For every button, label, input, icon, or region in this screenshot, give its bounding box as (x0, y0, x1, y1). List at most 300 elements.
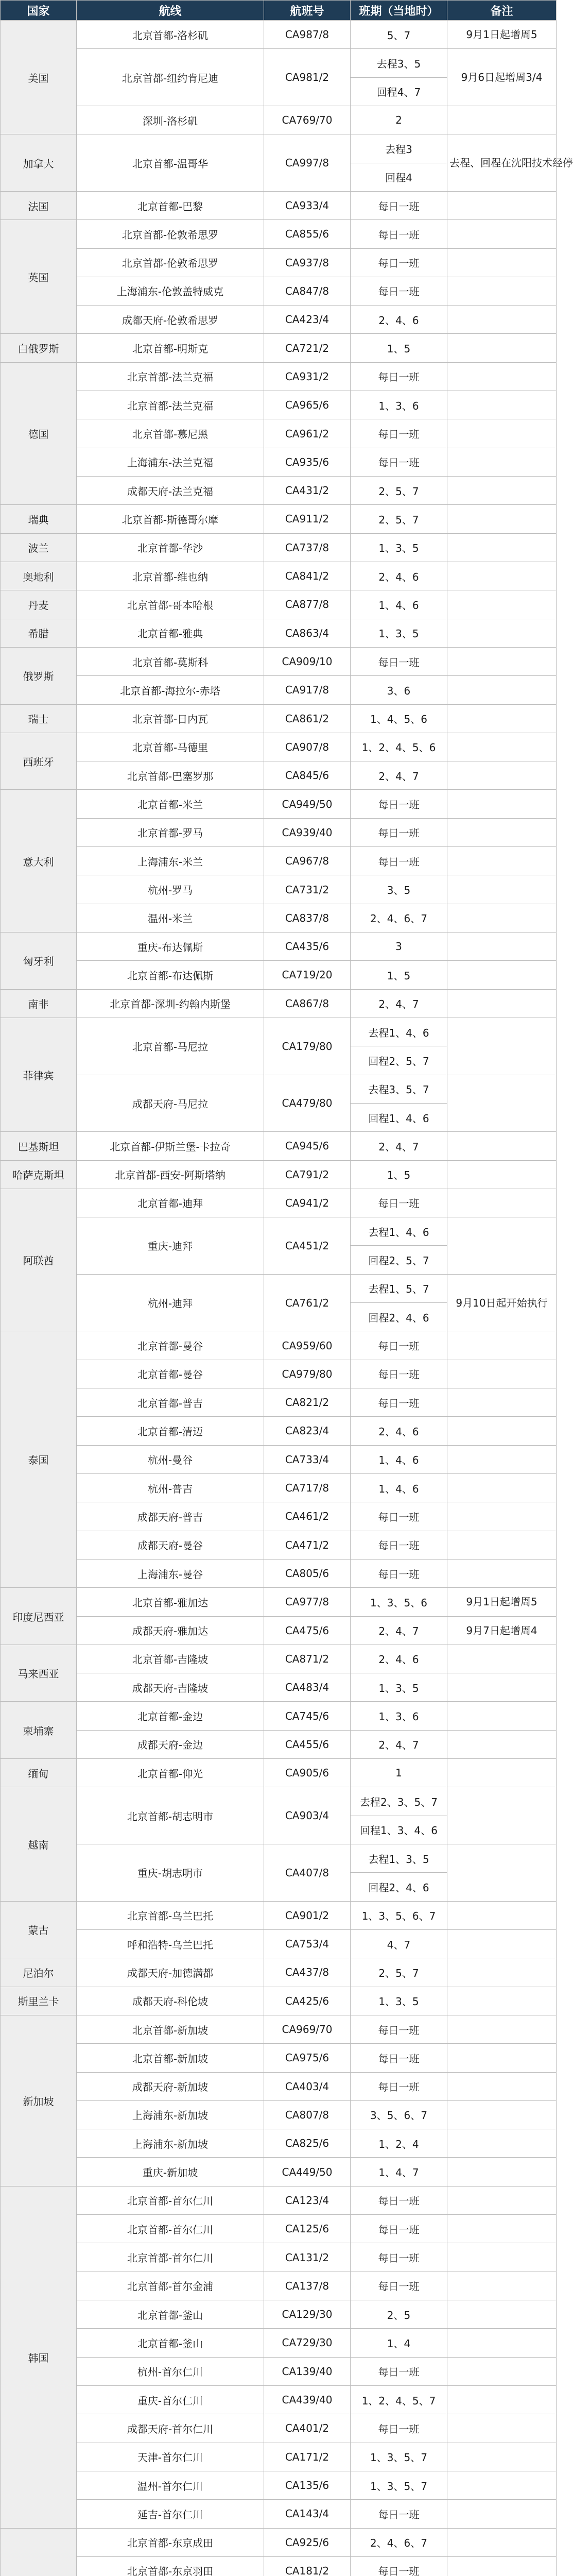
days-cell: 去程2、3、5、7 (351, 1787, 447, 1816)
note-cell (447, 2385, 557, 2414)
route-cell: 杭州-普吉 (77, 1473, 264, 1502)
table-row (1, 1787, 557, 1816)
flight-cell: CA407/8 (264, 1844, 351, 1902)
note-cell (447, 477, 557, 505)
table-row (1, 419, 557, 448)
note-cell (447, 362, 557, 391)
flight-cell: CA871/2 (264, 1645, 351, 1673)
route-cell: 重庆-首尔仁川 (77, 2385, 264, 2414)
flight-cell: CA401/2 (264, 2414, 351, 2443)
route-cell: 延吉-首尔仁川 (77, 2500, 264, 2528)
country-cell: 瑞典 (1, 505, 77, 533)
flight-cell: CA911/2 (264, 505, 351, 533)
flight-cell: CA903/4 (264, 1787, 351, 1844)
route-cell: 北京首都-斯德哥尔摩 (77, 505, 264, 533)
table-row (1, 2414, 557, 2443)
note-cell (447, 505, 557, 533)
days-cell: 2、4、6 (351, 306, 447, 334)
route-cell: 上海浦东-伦敦盖特威克 (77, 277, 264, 305)
route-cell: 北京首都-纽约肯尼迪 (77, 49, 264, 106)
table-row (1, 2129, 557, 2158)
table-row (1, 1958, 557, 1987)
note-cell (447, 733, 557, 761)
route-cell: 北京首都-华沙 (77, 533, 264, 562)
table-row (1, 2443, 557, 2471)
days-cell: 回程2、4、6 (351, 1303, 447, 1331)
days-cell: 去程1、3、5 (351, 1844, 447, 1873)
flight-cell: CA479/80 (264, 1075, 351, 1132)
days-cell: 2、5 (351, 2300, 447, 2329)
flight-cell: CA961/2 (264, 419, 351, 448)
country-cell: 新加坡 (1, 2015, 77, 2186)
table-row (1, 277, 557, 305)
note-cell (447, 1388, 557, 1417)
route-cell: 北京首都-布达佩斯 (77, 961, 264, 989)
route-cell: 北京首都-仰光 (77, 1759, 264, 1787)
table-row (1, 818, 557, 846)
flight-cell: CA437/8 (264, 1958, 351, 1987)
route-cell: 杭州-首尔仁川 (77, 2357, 264, 2385)
table-row (1, 448, 557, 476)
flight-cell: CA959/60 (264, 1331, 351, 1360)
flight-cell: CA967/8 (264, 847, 351, 875)
note-cell: 9月10日起开始执行 (447, 1274, 557, 1331)
flight-cell: CA123/4 (264, 2186, 351, 2214)
country-cell: 菲律宾 (1, 1018, 77, 1131)
note-cell (447, 2556, 557, 2576)
table-row (1, 590, 557, 619)
note-cell (447, 191, 557, 219)
table-row (1, 134, 557, 163)
route-cell: 北京首都-东京成田 (77, 2528, 264, 2556)
table-row (1, 676, 557, 704)
days-cell: 1、5 (351, 334, 447, 362)
note-cell (447, 2443, 557, 2471)
note-cell (447, 1018, 557, 1075)
note-cell (447, 1531, 557, 1559)
days-cell: 2、4、7 (351, 1730, 447, 1758)
table-row (1, 647, 557, 675)
note-cell (447, 1445, 557, 1473)
days-cell: 1、4、6 (351, 1445, 447, 1473)
country-cell: 奥地利 (1, 562, 77, 590)
flight-cell: CA171/2 (264, 2443, 351, 2471)
days-cell: 每日一班 (351, 1502, 447, 1531)
flight-cell: CA975/6 (264, 2044, 351, 2072)
table-row (1, 733, 557, 761)
days-cell: 去程3、5 (351, 49, 447, 77)
days-cell: 2、4、7 (351, 1616, 447, 1645)
days-cell: 每日一班 (351, 2072, 447, 2100)
days-cell: 1、3、5 (351, 533, 447, 562)
header-row (1, 1, 557, 21)
days-cell: 回程4 (351, 163, 447, 191)
days-cell: 3、5 (351, 875, 447, 904)
table-row (1, 2329, 557, 2357)
note-cell (447, 1929, 557, 1958)
note-cell (447, 1331, 557, 1360)
route-cell: 北京首都-哥本哈根 (77, 590, 264, 619)
country-cell: 柬埔寨 (1, 1702, 77, 1759)
note-cell (447, 220, 557, 248)
route-cell: 北京首都-日内瓦 (77, 704, 264, 733)
table-row (1, 1388, 557, 1417)
table-row (1, 2158, 557, 2186)
route-cell: 成都天府-普吉 (77, 1502, 264, 1531)
flight-cell: CA901/2 (264, 1901, 351, 1929)
days-cell: 2、5、7 (351, 1958, 447, 1987)
note-cell (447, 562, 557, 590)
table-row (1, 933, 557, 961)
days-cell: 1、5 (351, 961, 447, 989)
route-cell: 北京首都-迪拜 (77, 1189, 264, 1217)
route-cell: 北京首都-洛杉矶 (77, 21, 264, 49)
header-note: 备注 (447, 1, 557, 21)
note-cell (447, 2272, 557, 2300)
note-cell (447, 1360, 557, 1388)
country-cell: 哈萨克斯坦 (1, 1160, 77, 1189)
route-cell: 成都天府-法兰克福 (77, 477, 264, 505)
country-cell: 韩国 (1, 2186, 77, 2528)
days-cell: 每日一班 (351, 2414, 447, 2443)
route-cell: 北京首都-西安-阿斯塔纳 (77, 1160, 264, 1189)
note-cell (447, 391, 557, 419)
note-cell (447, 277, 557, 305)
flight-cell: CA471/2 (264, 1531, 351, 1559)
note-cell: 9月6日起增周3/4 (447, 49, 557, 106)
flight-cell: CA867/8 (264, 989, 351, 1018)
table-row (1, 1987, 557, 2015)
country-cell: 英国 (1, 220, 77, 334)
route-cell: 北京首都-首尔仁川 (77, 2215, 264, 2243)
table-row (1, 904, 557, 932)
table-row (1, 1160, 557, 1189)
table-row (1, 49, 557, 77)
table-row (1, 1473, 557, 1502)
note-cell (447, 1189, 557, 1217)
days-cell: 1、2、4 (351, 2129, 447, 2158)
route-cell: 重庆-迪拜 (77, 1217, 264, 1275)
days-cell: 每日一班 (351, 790, 447, 818)
table-row (1, 2500, 557, 2528)
note-cell (447, 2471, 557, 2499)
route-cell: 北京首都-马尼拉 (77, 1018, 264, 1075)
country-cell: 美国 (1, 21, 77, 134)
country-cell: 巴基斯坦 (1, 1132, 77, 1160)
flight-cell: CA143/4 (264, 2500, 351, 2528)
days-cell: 回程2、5、7 (351, 1246, 447, 1274)
days-cell: 每日一班 (351, 1189, 447, 1217)
flight-cell: CA931/2 (264, 362, 351, 391)
flight-cell: CA845/6 (264, 761, 351, 790)
table-row (1, 2186, 557, 2214)
route-cell: 呼和浩特-乌兰巴托 (77, 1929, 264, 1958)
flight-cell: CA977/8 (264, 1588, 351, 1616)
days-cell: 每日一班 (351, 220, 447, 248)
days-cell: 每日一班 (351, 818, 447, 846)
note-cell (447, 590, 557, 619)
route-cell: 杭州-罗马 (77, 875, 264, 904)
route-cell: 北京首都-吉隆坡 (77, 1645, 264, 1673)
note-cell (447, 1958, 557, 1987)
note-cell (447, 761, 557, 790)
country-cell: 蒙古 (1, 1901, 77, 1958)
note-cell (447, 334, 557, 362)
country-cell: 法国 (1, 191, 77, 219)
table-row (1, 1417, 557, 1445)
table-row (1, 362, 557, 391)
table-row (1, 1531, 557, 1559)
table-row (1, 21, 557, 49)
days-cell: 每日一班 (351, 448, 447, 476)
note-cell (447, 2072, 557, 2100)
table-row (1, 790, 557, 818)
days-cell: 1、3、5 (351, 1987, 447, 2015)
route-cell: 上海浦东-曼谷 (77, 1559, 264, 1587)
days-cell: 2、4、6、7 (351, 2528, 447, 2556)
flight-cell: CA439/40 (264, 2385, 351, 2414)
country-cell: 丹麦 (1, 590, 77, 619)
note-cell (447, 1645, 557, 1673)
days-cell: 1、2、4、5、6 (351, 733, 447, 761)
route-cell: 北京首都-温哥华 (77, 134, 264, 192)
flight-cell: CA181/2 (264, 2556, 351, 2576)
flight-cell: CA949/50 (264, 790, 351, 818)
table-row (1, 1189, 557, 1217)
table-row (1, 1730, 557, 1758)
route-cell: 成都天府-加德满都 (77, 1958, 264, 1987)
route-cell: 重庆-新加坡 (77, 2158, 264, 2186)
flight-cell: CA425/6 (264, 1987, 351, 2015)
days-cell: 2、5、7 (351, 477, 447, 505)
days-cell: 每日一班 (351, 847, 447, 875)
country-cell: 泰国 (1, 1331, 77, 1588)
note-cell (447, 790, 557, 818)
flight-cell: CA821/2 (264, 1388, 351, 1417)
table-row (1, 1702, 557, 1730)
route-cell: 重庆-胡志明市 (77, 1844, 264, 1902)
flight-cell: CA455/6 (264, 1730, 351, 1758)
header-flight: 航班号 (264, 1, 351, 21)
route-cell: 北京首都-法兰克福 (77, 391, 264, 419)
country-cell: 斯里兰卡 (1, 1987, 77, 2015)
flight-cell: CA475/6 (264, 1616, 351, 1645)
route-cell: 北京首都-马德里 (77, 733, 264, 761)
route-cell: 北京首都-米兰 (77, 790, 264, 818)
flight-cell: CA979/80 (264, 1360, 351, 1388)
days-cell: 1、3、6 (351, 1702, 447, 1730)
flight-cell: CA907/8 (264, 733, 351, 761)
route-cell: 成都天府-马尼拉 (77, 1075, 264, 1132)
flight-cell: CA717/8 (264, 1473, 351, 1502)
note-cell (447, 2215, 557, 2243)
flight-cell: CA945/6 (264, 1132, 351, 1160)
route-cell: 北京首都-维也纳 (77, 562, 264, 590)
flight-cell: CA719/20 (264, 961, 351, 989)
note-cell (447, 106, 557, 134)
days-cell: 1、3、5、6 (351, 1588, 447, 1616)
flight-cell: CA423/4 (264, 306, 351, 334)
days-cell: 1、3、5、7 (351, 2443, 447, 2471)
route-cell: 北京首都-清迈 (77, 1417, 264, 1445)
days-cell: 1、4、6 (351, 1473, 447, 1502)
table-row (1, 334, 557, 362)
flight-cell: CA769/70 (264, 106, 351, 134)
days-cell: 去程1、5、7 (351, 1274, 447, 1302)
note-cell (447, 2500, 557, 2528)
days-cell: 2、4、6 (351, 1645, 447, 1673)
table-row (1, 875, 557, 904)
schedule-body (1, 21, 573, 2576)
route-cell: 北京首都-伦敦希思罗 (77, 248, 264, 277)
note-cell (447, 2158, 557, 2186)
note-cell (447, 2044, 557, 2072)
flight-cell: CA841/2 (264, 562, 351, 590)
route-cell: 成都天府-新加坡 (77, 2072, 264, 2100)
days-cell: 每日一班 (351, 2044, 447, 2072)
flight-cell: CA451/2 (264, 1217, 351, 1275)
table-row (1, 1274, 557, 1302)
note-cell (447, 248, 557, 277)
days-cell: 1、4、7 (351, 2158, 447, 2186)
country-cell: 波兰 (1, 533, 77, 562)
table-row (1, 704, 557, 733)
table-row (1, 248, 557, 277)
route-cell: 深圳-洛杉矶 (77, 106, 264, 134)
route-cell: 杭州-曼谷 (77, 1445, 264, 1473)
days-cell: 1、3、5、7 (351, 2471, 447, 2499)
days-cell: 1、3、5 (351, 1673, 447, 1702)
flight-cell: CA125/6 (264, 2215, 351, 2243)
route-cell: 北京首都-首尔仁川 (77, 2186, 264, 2214)
route-cell: 北京首都-普吉 (77, 1388, 264, 1417)
flight-cell: CA987/8 (264, 21, 351, 49)
route-cell: 北京首都-乌兰巴托 (77, 1901, 264, 1929)
route-cell: 温州-米兰 (77, 904, 264, 932)
note-cell (447, 306, 557, 334)
days-cell: 2 (351, 106, 447, 134)
flight-cell: CA483/4 (264, 1673, 351, 1702)
route-cell: 北京首都-明斯克 (77, 334, 264, 362)
route-cell: 北京首都-胡志明市 (77, 1787, 264, 1844)
days-cell: 每日一班 (351, 362, 447, 391)
flight-cell: CA863/4 (264, 619, 351, 647)
table-row (1, 2357, 557, 2385)
route-cell: 北京首都-伊斯兰堡-卡拉奇 (77, 1132, 264, 1160)
flight-cell: CA823/4 (264, 1417, 351, 1445)
table-row (1, 1929, 557, 1958)
days-cell: 1、3、6 (351, 391, 447, 419)
note-cell (447, 1502, 557, 1531)
route-cell: 北京首都-法兰克福 (77, 362, 264, 391)
route-cell: 成都天府-曼谷 (77, 1531, 264, 1559)
flight-cell: CA403/4 (264, 2072, 351, 2100)
note-cell (447, 1559, 557, 1587)
flight-cell: CA909/10 (264, 647, 351, 675)
country-cell: 加拿大 (1, 134, 77, 192)
table-row (1, 106, 557, 134)
route-cell: 上海浦东-米兰 (77, 847, 264, 875)
table-row (1, 505, 557, 533)
flight-cell: CA877/8 (264, 590, 351, 619)
country-cell: 越南 (1, 1787, 77, 1901)
note-cell (447, 1901, 557, 1929)
note-cell (447, 875, 557, 904)
note-cell (447, 448, 557, 476)
header-country: 国家 (1, 1, 77, 21)
table-row (1, 1331, 557, 1360)
note-cell (447, 961, 557, 989)
flight-cell: CA855/6 (264, 220, 351, 248)
days-cell: 5、7 (351, 21, 447, 49)
flight-cell: CA933/4 (264, 191, 351, 219)
flight-cell: CA461/2 (264, 1502, 351, 1531)
table-row (1, 2243, 557, 2272)
days-cell: 每日一班 (351, 419, 447, 448)
table-row (1, 1844, 557, 1873)
table-row (1, 1360, 557, 1388)
days-cell: 每日一班 (351, 2556, 447, 2576)
route-cell: 北京首都-曼谷 (77, 1331, 264, 1360)
country-cell: 德国 (1, 362, 77, 505)
table-row (1, 477, 557, 505)
note-cell (447, 1132, 557, 1160)
days-cell: 1、3、5、6、7 (351, 1901, 447, 1929)
flight-cell: CA837/8 (264, 904, 351, 932)
days-cell: 每日一班 (351, 1559, 447, 1587)
table-row (1, 1217, 557, 1246)
note-cell: 9月7日起增周4 (447, 1616, 557, 1645)
days-cell: 1、4、5、6 (351, 704, 447, 733)
table-row (1, 533, 557, 562)
days-cell: 1、4 (351, 2329, 447, 2357)
route-cell: 上海浦东-新加坡 (77, 2129, 264, 2158)
flight-cell: CA729/30 (264, 2329, 351, 2357)
table-row (1, 2528, 557, 2556)
note-cell (447, 647, 557, 675)
note-cell: 去程、回程在沈阳技术经停 (447, 134, 557, 192)
route-cell: 成都天府-雅加达 (77, 1616, 264, 1645)
days-cell: 3、5、6、7 (351, 2100, 447, 2129)
flight-cell: CA807/8 (264, 2100, 351, 2129)
flight-cell: CA431/2 (264, 477, 351, 505)
country-cell: 阿联酋 (1, 1189, 77, 1331)
days-cell: 每日一班 (351, 1388, 447, 1417)
days-cell: 每日一班 (351, 1360, 447, 1388)
days-cell: 每日一班 (351, 2357, 447, 2385)
route-cell: 北京首都-伦敦希思罗 (77, 220, 264, 248)
flight-cell: CA129/30 (264, 2300, 351, 2329)
flight-cell: CA733/4 (264, 1445, 351, 1473)
table-row (1, 989, 557, 1018)
country-cell: 希腊 (1, 619, 77, 647)
table-row (1, 1759, 557, 1787)
table-row (1, 1018, 557, 1046)
days-cell: 每日一班 (351, 248, 447, 277)
country-cell: 马来西亚 (1, 1645, 77, 1702)
note-cell (447, 2129, 557, 2158)
flight-cell: CA761/2 (264, 1274, 351, 1331)
table-row (1, 1588, 557, 1616)
note-cell (447, 676, 557, 704)
note-cell (447, 1417, 557, 1445)
note-cell (447, 847, 557, 875)
flight-cell: CA137/8 (264, 2272, 351, 2300)
route-cell: 杭州-迪拜 (77, 1274, 264, 1331)
days-cell: 每日一班 (351, 2186, 447, 2214)
table-row (1, 1901, 557, 1929)
note-cell (447, 2414, 557, 2443)
